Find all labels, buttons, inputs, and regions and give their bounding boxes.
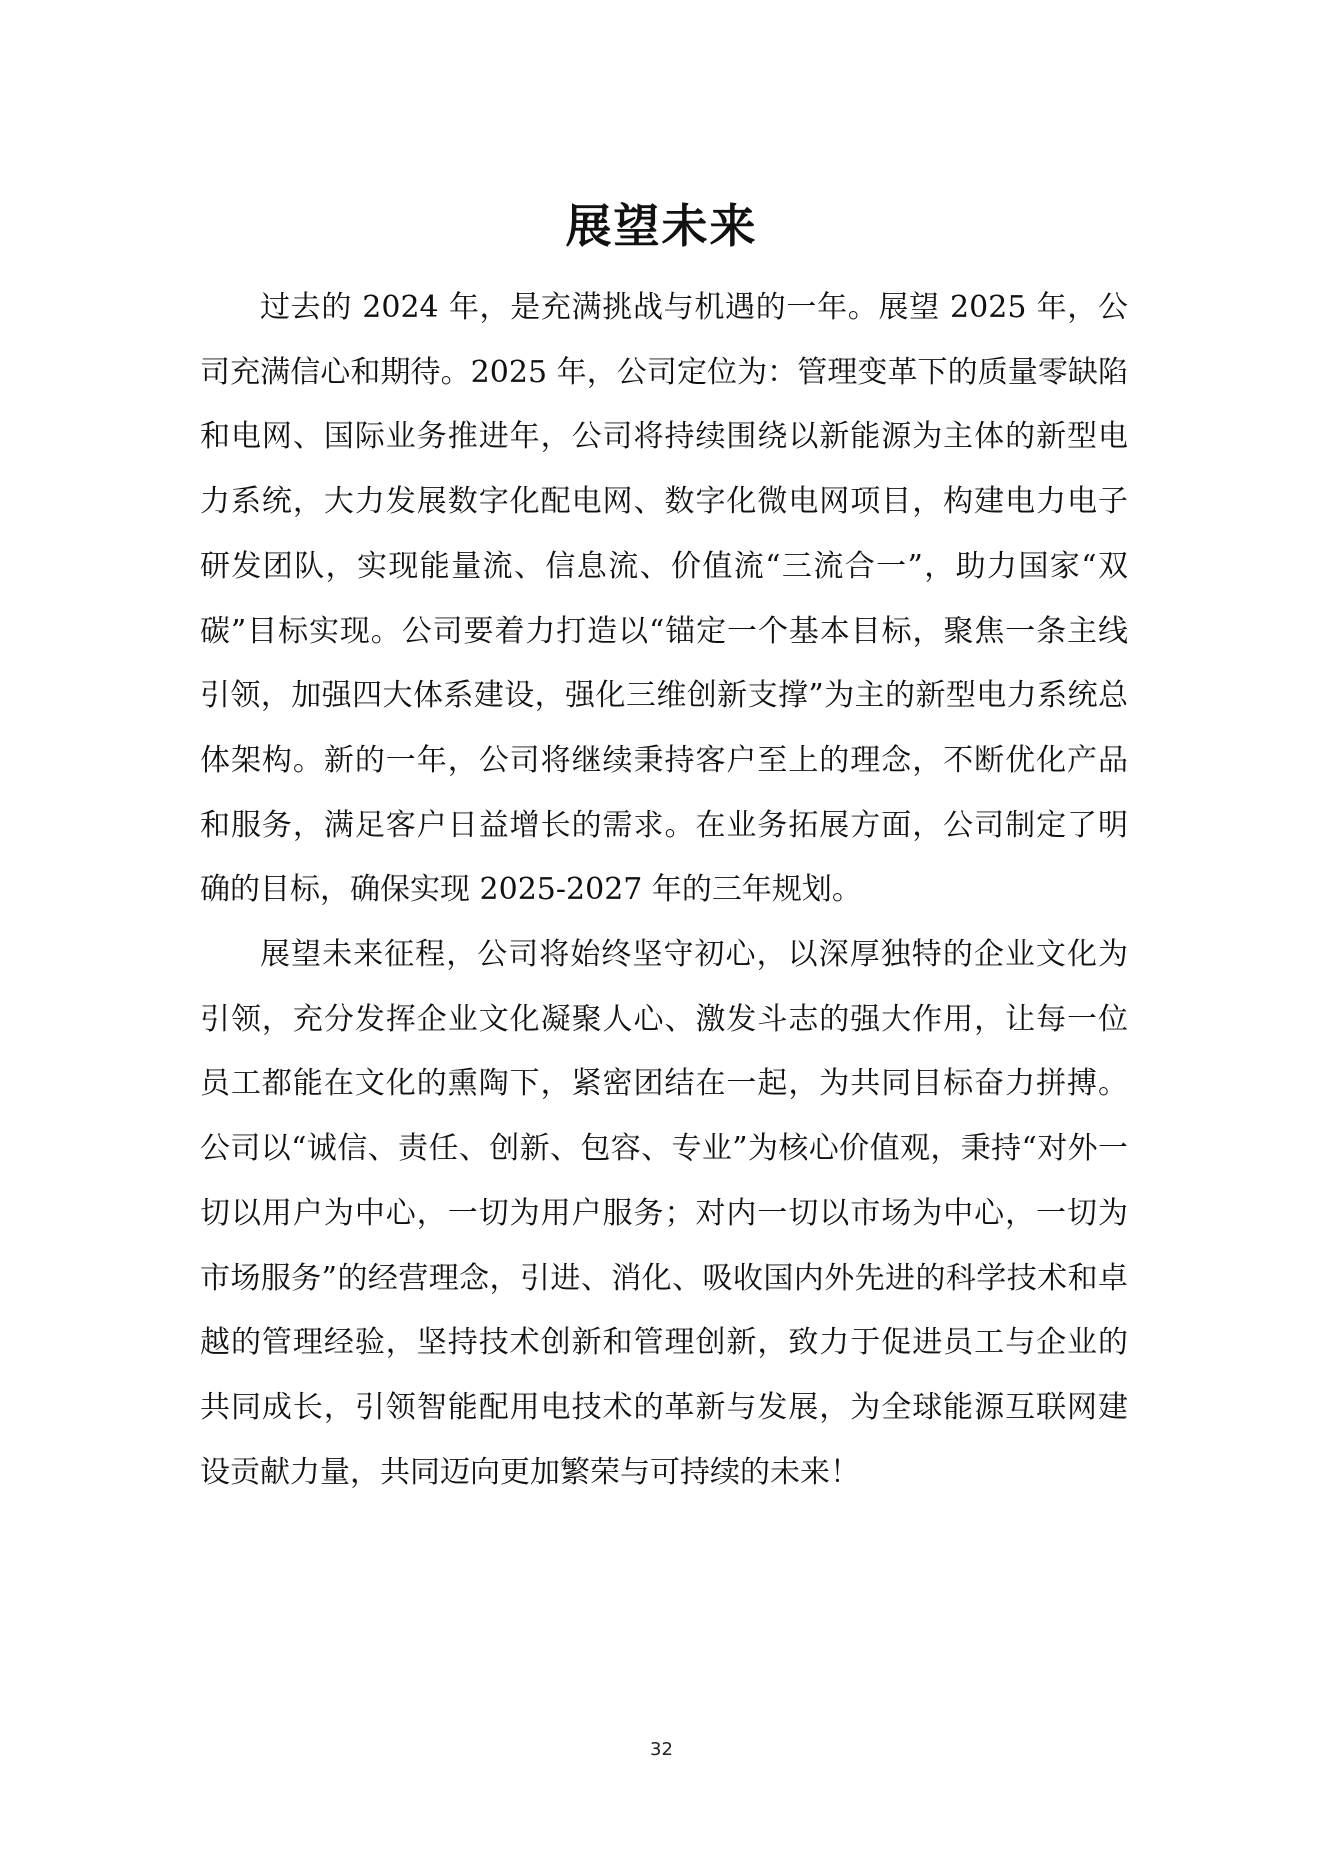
body-text — [200, 276, 1128, 1505]
paragraph-2: 展望未来征程，公司将始终坚守初心，以深厚独特的企业文化为引领，充分发挥企业文化凝聚人心、激发斗志的强大作用，让每一位员工都能在文化的熏陶下，紧密团结在一起，为共同目标奋力拼搏。公司以“诚信、责任、创新、包容、专业”为核心价值观，秉持“对外一切以用户为中心，一切为用户服务；对内一切以市场为中心，一切为市场服务”的经营理念，引进、消化、吸收国内外先进的科学技术和卓越的管理经验，坚持技术创新和管理创新，致力于促进员工与企业的共同成长，引领智能配用电技术的革新与发展，为全球能源互联网建设贡献力量，共同迈向更加繁荣与可持续的未来！ — [200, 937, 1128, 1490]
page-title: 展望未来 — [565, 198, 758, 253]
page-number: 32 — [650, 1739, 673, 1760]
paragraph-1: 过去的 2024 年，是充满挑战与机遇的一年。展望 2025 年，公司充满信心和期待。2025 年，公司定位为：管理变革下的质量零缺陷和电网、国际业务推进年，公司将持续围绕以新能源为主体的新型电力系统，大力发展数字化配电网、数字化微电网项目，构建电力电子研发团队，实现能量流、信息流、价值流“三流合一”，助力国家“双碳”目标实现。公司要着力打造以“锚定一个基本目标，聚焦一条主线引领，加强四大体系建设，强化三维创新支撑”为主的新型电力系统总体架构。新的一年，公司将继续秉持客户至上的理念，不断优化产品和服务，满足客户日益增长的需求。在业务拓展方面，公司制定了明确的目标，确保实现 2025-2027 年的三年规划。 — [200, 290, 1128, 908]
